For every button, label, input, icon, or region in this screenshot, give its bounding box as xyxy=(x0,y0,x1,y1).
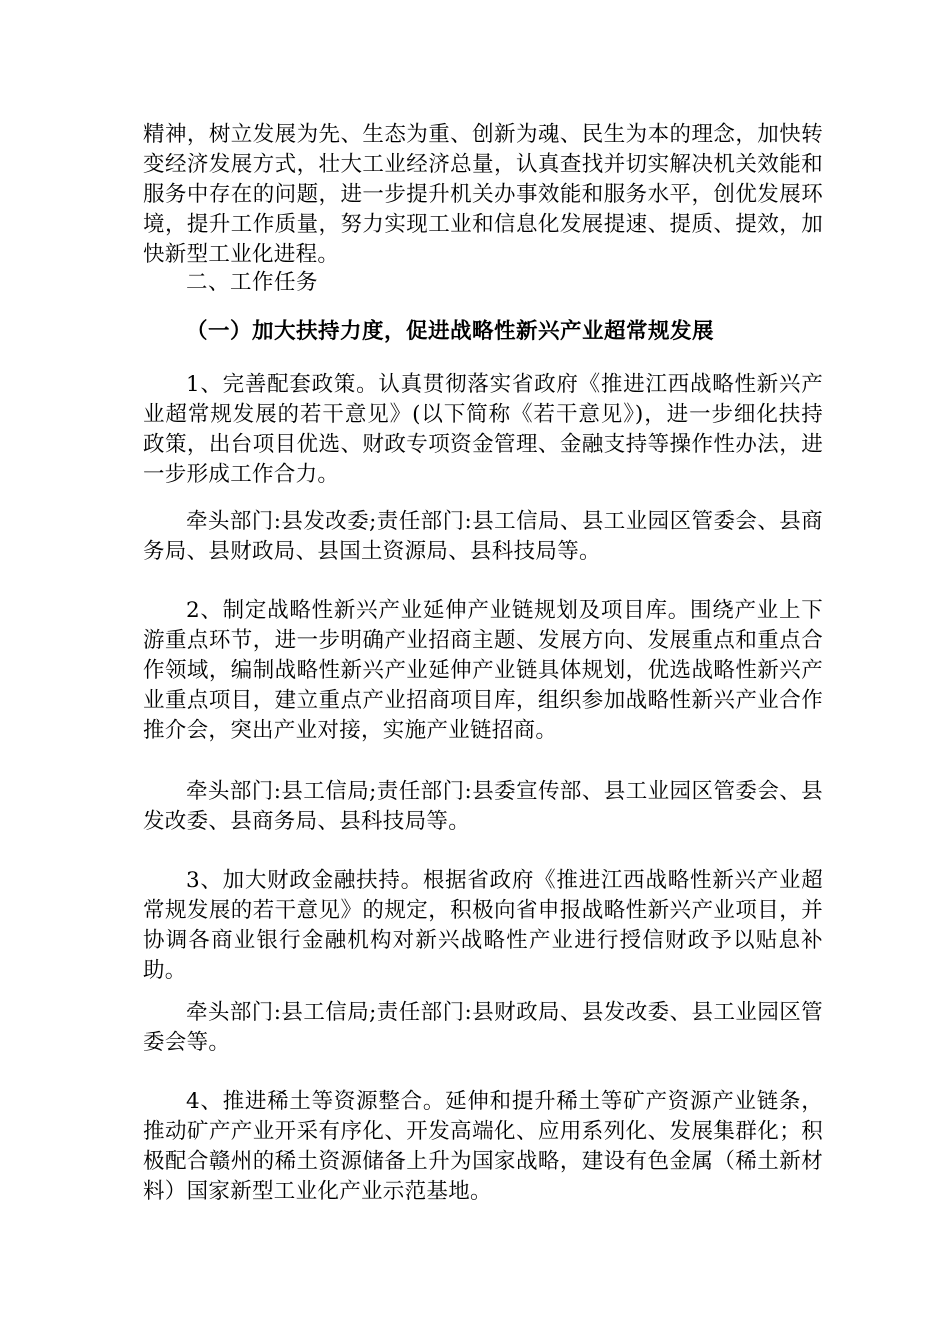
paragraph-task-1: 1、完善配套政策。认真贯彻落实省政府《推进江西战略性新兴产业超常规发展的若干意见》(以下简称《若干意见》)，进一步细化扶持政策，出台项目优选、财政专项资金管理、金融支持等操作性办法，进一步形成工作合力。 xyxy=(143,372,823,487)
paragraph-task-4: 4、推进稀土等资源整合。延伸和提升稀土等矿产资源产业链条，推动矿产产业开采有序化、开发高端化、应用系列化、发展集群化；积极配合赣州的稀土资源储备上升为国家战略，建设有色金属（稀土新材料）国家新型工业化产业示范基地。 xyxy=(143,1089,823,1204)
paragraph-task-2-departments: 牵头部门:县工信局;责任部门:县委宣传部、县工业园区管委会、县发改委、县商务局、县科技局等。 xyxy=(143,779,823,834)
section-heading: 二、工作任务 xyxy=(186,270,319,295)
paragraph-task-3: 3、加大财政金融扶持。根据省政府《推进江西战略性新兴产业超常规发展的若干意见》的规定，积极向省申报战略性新兴产业项目，并协调各商业银行金融机构对新兴战略性产业进行授信财政予以贴息补助。 xyxy=(143,868,823,983)
paragraph-intro: 精神，树立发展为先、生态为重、创新为魂、民生为本的理念，加快转变经济发展方式，壮大工业经济总量，认真查找并切实解决机关效能和服务中存在的问题，进一步提升机关办事效能和服务水平，创优发展环境，提升工作质量，努力实现工业和信息化发展提速、提质、提效，加快新型工业化进程。 xyxy=(143,122,823,267)
subsection-heading: （一）加大扶持力度，促进战略性新兴产业超常规发展 xyxy=(186,319,715,344)
paragraph-task-1-departments: 牵头部门:县发改委;责任部门:县工信局、县工业园区管委会、县商务局、县财政局、县国土资源局、县科技局等。 xyxy=(143,509,823,564)
paragraph-task-3-departments: 牵头部门:县工信局;责任部门:县财政局、县发改委、县工业园区管委会等。 xyxy=(143,1000,823,1055)
paragraph-task-2: 2、制定战略性新兴产业延伸产业链规划及项目库。围绕产业上下游重点环节，进一步明确产业招商主题、发展方向、发展重点和重点合作领域，编制战略性新兴产业延伸产业链具体规划，优选战略性新兴产业重点项目，建立重点产业招商项目库，组织参加战略性新兴产业合作推介会，突出产业对接，实施产业链招商。 xyxy=(143,598,823,743)
